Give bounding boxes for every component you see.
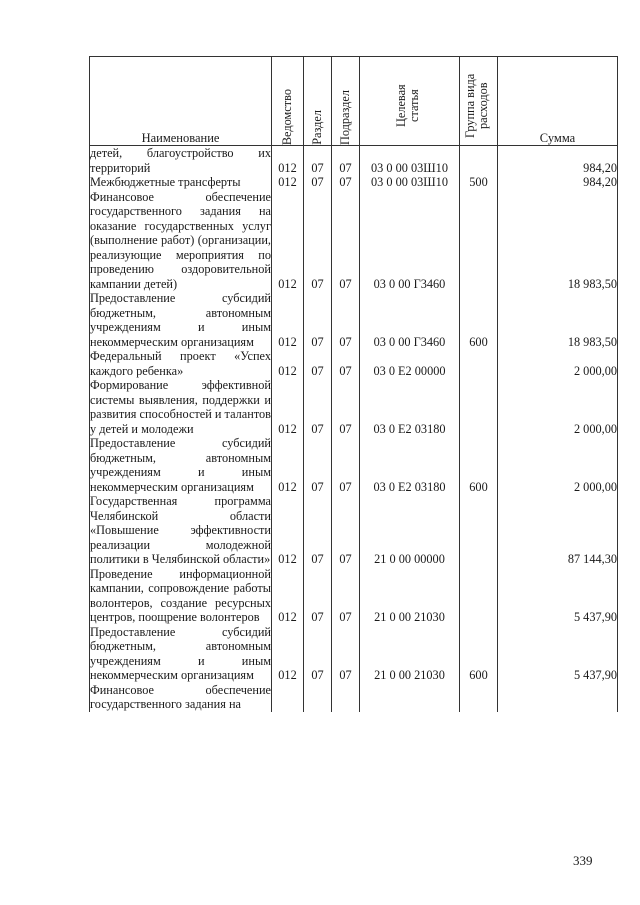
cell-expense-group xyxy=(460,378,498,436)
header-sum: Сумма xyxy=(498,57,618,146)
cell-vedomstvo: 012 xyxy=(272,190,304,292)
cell-name: детей, благоустройство их территорий xyxy=(90,146,271,175)
cell-sum xyxy=(498,683,618,712)
header-razdel: Раздел xyxy=(304,57,332,146)
budget-sheet xyxy=(89,56,617,712)
cell-name: Финансовое обеспечение государственного задания на xyxy=(90,682,271,711)
header-podrazdel: Подраздел xyxy=(332,57,360,146)
header-vedomstvo: Ведомство xyxy=(272,57,304,146)
cell-podrazdel: 07 xyxy=(332,436,360,494)
cell-expense-group xyxy=(460,349,498,378)
cell-podrazdel: 07 xyxy=(332,291,360,349)
cell-razdel: 07 xyxy=(304,349,332,378)
cell-target-article: 03 0 00 Г3460 xyxy=(360,291,460,349)
cell-razdel: 07 xyxy=(304,291,332,349)
cell-podrazdel: 07 xyxy=(332,146,360,176)
cell-vedomstvo: 012 xyxy=(272,567,304,625)
cell-sum: 87 144,30 xyxy=(498,494,618,567)
cell-podrazdel xyxy=(332,683,360,712)
table-row xyxy=(90,436,618,494)
cell-expense-group xyxy=(460,146,498,176)
cell-expense-group: 600 xyxy=(460,436,498,494)
cell-razdel: 07 xyxy=(304,625,332,683)
cell-razdel: 07 xyxy=(304,175,332,190)
cell-razdel: 07 xyxy=(304,146,332,176)
cell-sum: 18 983,50 xyxy=(498,291,618,349)
cell-podrazdel: 07 xyxy=(332,378,360,436)
cell-name: Предоставление субсидий бюджетным, автономным учреждениям и иным некоммерческим организациям xyxy=(90,624,271,682)
cell-vedomstvo: 012 xyxy=(272,175,304,190)
cell-expense-group xyxy=(460,494,498,567)
table-row xyxy=(90,378,618,436)
cell-vedomstvo: 012 xyxy=(272,291,304,349)
cell-expense-group xyxy=(460,190,498,292)
cell-sum: 2 000,00 xyxy=(498,349,618,378)
cell-vedomstvo: 012 xyxy=(272,436,304,494)
cell-name: Формирование эффективной системы выявления, поддержки и развития способностей и талантов у детей и молодежи xyxy=(90,378,271,436)
cell-target-article: 03 0 Е2 03180 xyxy=(360,378,460,436)
page-number: 339 xyxy=(573,853,593,868)
header-target-article: Целевая статья xyxy=(360,57,460,146)
cell-expense-group: 600 xyxy=(460,625,498,683)
cell-target-article: 21 0 00 00000 xyxy=(360,494,460,567)
cell-vedomstvo: 012 xyxy=(272,146,304,176)
cell-expense-group: 600 xyxy=(460,291,498,349)
table-header-row xyxy=(90,57,618,146)
cell-expense-group: 500 xyxy=(460,175,498,190)
cell-sum: 2 000,00 xyxy=(498,378,618,436)
table-row xyxy=(90,349,618,378)
cell-vedomstvo: 012 xyxy=(272,378,304,436)
table-row xyxy=(90,175,618,190)
table-row xyxy=(90,291,618,349)
cell-sum: 984,20 xyxy=(498,175,618,190)
header-expense-group: Группа вида расходов xyxy=(460,57,498,146)
cell-vedomstvo: 012 xyxy=(272,349,304,378)
header-name: Наименование xyxy=(90,57,272,146)
cell-sum: 5 437,90 xyxy=(498,567,618,625)
cell-expense-group xyxy=(460,567,498,625)
cell-target-article: 21 0 00 21030 xyxy=(360,567,460,625)
cell-razdel: 07 xyxy=(304,436,332,494)
cell-name: Предоставление субсидий бюджетным, автономным учреждениям и иным некоммерческим организациям xyxy=(90,291,271,349)
cell-vedomstvo: 012 xyxy=(272,494,304,567)
cell-expense-group xyxy=(460,683,498,712)
cell-vedomstvo xyxy=(272,683,304,712)
table-row xyxy=(90,567,618,625)
cell-sum: 5 437,90 xyxy=(498,625,618,683)
cell-name: Межбюджетные трансферты xyxy=(90,175,272,190)
cell-vedomstvo: 012 xyxy=(272,625,304,683)
cell-name: Государственная программа Челябинской области «Повышение эффективности реализации молодежной политики в Челябинской области» xyxy=(90,494,271,566)
cell-razdel: 07 xyxy=(304,378,332,436)
cell-name: Предоставление субсидий бюджетным, автономным учреждениям и иным некоммерческим организациям xyxy=(90,436,271,494)
cell-razdel: 07 xyxy=(304,567,332,625)
table-row xyxy=(90,683,618,712)
cell-target-article: 03 0 00 Г3460 xyxy=(360,190,460,292)
cell-podrazdel: 07 xyxy=(332,625,360,683)
table-row xyxy=(90,190,618,292)
cell-sum: 2 000,00 xyxy=(498,436,618,494)
cell-podrazdel: 07 xyxy=(332,349,360,378)
cell-razdel: 07 xyxy=(304,190,332,292)
table-row xyxy=(90,625,618,683)
cell-podrazdel: 07 xyxy=(332,494,360,567)
cell-target-article: 03 0 Е2 03180 xyxy=(360,436,460,494)
cell-podrazdel: 07 xyxy=(332,567,360,625)
cell-name: Федеральный проект «Успех каждого ребенка» xyxy=(90,349,271,378)
cell-razdel xyxy=(304,683,332,712)
cell-target-article: 03 0 Е2 00000 xyxy=(360,349,460,378)
cell-podrazdel: 07 xyxy=(332,175,360,190)
table-row xyxy=(90,494,618,567)
cell-razdel: 07 xyxy=(304,494,332,567)
cell-name: Проведение информационной кампании, сопровождение работы волонтеров, создание ресурсных центров, поощрение волонтеров xyxy=(90,566,271,624)
cell-target-article: 03 0 00 03Ш10 xyxy=(360,175,460,190)
cell-sum: 18 983,50 xyxy=(498,190,618,292)
cell-sum: 984,20 xyxy=(498,146,618,176)
table-row xyxy=(90,146,618,176)
budget-table xyxy=(89,56,618,712)
cell-name: Финансовое обеспечение государственного задания на оказание государственных услуг (выполнение работ) (организации, реализующие мероприятия по проведению оздоровительной кампании детей) xyxy=(90,189,271,291)
cell-podrazdel: 07 xyxy=(332,190,360,292)
cell-target-article xyxy=(360,683,460,712)
cell-target-article: 21 0 00 21030 xyxy=(360,625,460,683)
cell-target-article: 03 0 00 03Ш10 xyxy=(360,146,460,176)
